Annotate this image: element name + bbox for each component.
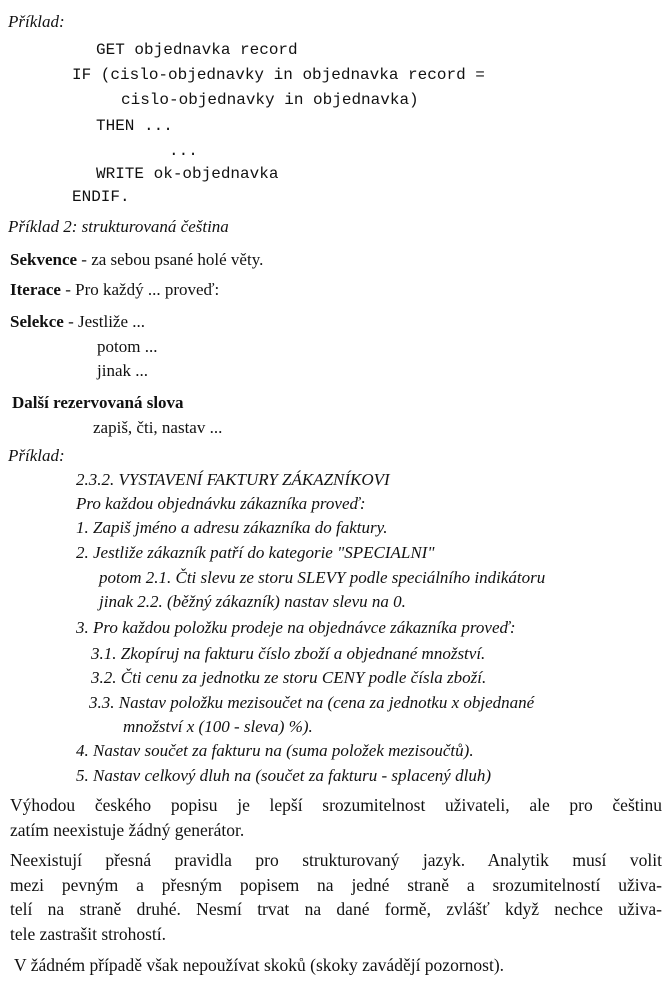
code-line: ... — [169, 142, 198, 160]
selekce-else: jinak ... — [97, 361, 148, 380]
spec-line: 4. Nastav součet za fakturu na (suma položek mezisoučtů). — [76, 741, 474, 760]
spec-line: jinak 2.2. (běžný zákazník) nastav slevu na 0. — [99, 592, 406, 611]
code-line: GET objednavka record — [96, 41, 298, 59]
spec-line: 2. Jestliže zákazník patří do kategorie "SPECIALNI" — [76, 543, 435, 562]
spec-line: 3.2. Čti cenu za jednotku ze storu CENY podle čísla zboží. — [91, 668, 487, 687]
code-line: WRITE ok-objednavka — [96, 165, 279, 183]
spec-line: potom 2.1. Čti slevu ze storu SLEVY podle speciálního indikátoru — [99, 568, 546, 587]
selekce-definition — [10, 313, 145, 330]
spec-line: 3. Pro každou položku prodeje na objednávce zákazníka proveď: — [76, 618, 516, 637]
code-line: cislo-objednavky in objednavka) — [121, 91, 419, 109]
spec-line: 5. Nastav celkový dluh na (součet za fakturu - splacený dluh) — [76, 766, 491, 785]
reserved-words-list: zapiš, čti, nastav ... — [93, 418, 223, 437]
spec-line: 1. Zapiš jméno a adresu zákazníka do faktury. — [76, 518, 388, 537]
paragraph-line: Neexistují přesná pravidla pro strukturovaný jazyk. Analytik musí volit — [10, 850, 662, 870]
reserved-words-heading: Další rezervovaná slova — [12, 393, 184, 412]
code-line: THEN ... — [96, 117, 173, 135]
definition: - za sebou psané holé věty. — [77, 250, 264, 269]
spec-line: 3.3. Nastav položku mezisoučet na (cena za jednotku x objednané — [89, 693, 535, 712]
sekvence-definition — [10, 251, 263, 268]
spec-line: 3.1. Zkopíruj na fakturu číslo zboží a objednané množství. — [91, 644, 486, 663]
paragraph-line: mezi pevným a přesným popisem na jedné straně a srozumitelností uživa- — [10, 875, 662, 895]
paragraph-line: telí na straně druhé. Nesmí trvat na dané formě, zvlášť když nechce uživa- — [10, 899, 662, 919]
definition: - Jestliže ... — [63, 312, 146, 331]
spec-line: Pro každou objednávku zákazníka proveď: — [76, 494, 366, 513]
code-line: ENDIF. — [72, 188, 130, 206]
example2-heading: Příklad 2: strukturovaná čeština — [8, 217, 229, 236]
paragraph-line: tele zastrašit strohostí. — [10, 924, 167, 944]
paragraph-line: V žádném případě však nepoužívat skoků (skoky zavádějí pozornost). — [14, 955, 505, 975]
definition: - Pro každý ... proveď: — [60, 280, 220, 299]
example1-heading: Příklad: — [8, 12, 65, 31]
term: Sekvence — [10, 250, 78, 269]
paragraph-line: Výhodou českého popisu je lepší srozumitelnost uživateli, ale pro češtinu — [10, 795, 662, 815]
spec-line: množství x (100 - sleva) %). — [123, 717, 313, 736]
spec-line: 2.3.2. VYSTAVENÍ FAKTURY ZÁKAZNÍKOVI — [76, 470, 390, 489]
term: Selekce — [10, 312, 64, 331]
example3-heading: Příklad: — [8, 446, 65, 465]
selekce-then: potom ... — [97, 337, 158, 356]
iterace-definition — [10, 281, 219, 298]
paragraph-line: zatím neexistuje žádný generátor. — [10, 820, 245, 840]
code-line: IF (cislo-objednavky in objednavka record = — [72, 66, 485, 84]
term: Iterace — [10, 280, 61, 299]
